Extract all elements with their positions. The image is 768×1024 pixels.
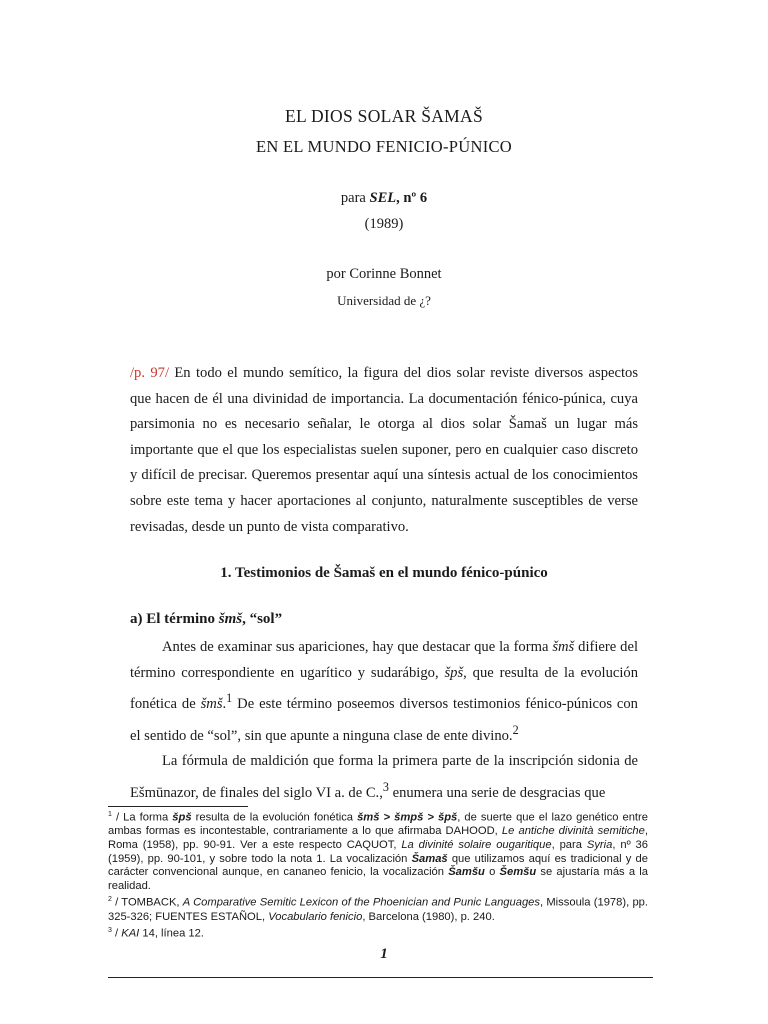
text-run: , que resulta de la evolución fonética de [130, 664, 639, 713]
intro-paragraph [130, 361, 638, 540]
body-paragraph-2 [130, 749, 638, 806]
publication-year: (1989) [364, 216, 404, 232]
text-run: / La forma [111, 811, 173, 824]
text-run: , para [551, 838, 587, 851]
text-run: se ajustaría más a la realidad. [108, 866, 648, 892]
text-run: , de suerte que el lazo genético entre ambas formas es incontestable, contrariamente a lo que afirmaba DAHOOD, [108, 811, 648, 838]
footnote-number: 1 [108, 811, 112, 818]
text-run: De este término poseemos diversos testimonios fénico-púnicos con el sentido de “sol”, sin que apunte a ninguna clase de ente divino. [130, 696, 638, 744]
text-run: , nº 36 (1959), pp. 90-101, y sobre todo la nota 1. La vocalización [108, 838, 648, 865]
document-title: EL DIOS SOLAR ŠAMAŠ [284, 106, 484, 126]
term-bold-italic: Šamšu [448, 866, 485, 879]
footnote-ref[interactable]: 1 [226, 691, 233, 706]
text-run: 14, línea 12. [139, 927, 204, 940]
text-run: o [484, 866, 500, 879]
footnote-separator [108, 806, 248, 807]
journal-name: SEL [369, 190, 397, 206]
para-prefix: para [340, 190, 370, 206]
intro-text: En todo el mundo semítico, la figura del dios solar reviste diversos aspectos que hacen de él una divinidad de importancia. La documentación fénico-púnica, cuya parsimonia no es necesario señalar, le otorga al dios solar Šamaš un lugar más importante que el que los especialistas suelen suponer, pero en cualquier caso discreto y difícil de precisar. Queremos presentar aquí una síntesis actual de los conocimientos sobre este tema y hacer aportaciones al conjunto, naturalmente susceptibles de verse revisadas, desde un punto de vista comparativo. [130, 365, 638, 535]
footnotes [108, 808, 648, 942]
text-run: Antes de examinar sus apariciones, hay que destacar que la forma [162, 639, 553, 655]
text-run: , Missoula (1978), pp. 325-326; FUENTES ESTAÑOL, [108, 897, 648, 923]
footnote-ref[interactable]: 2 [512, 722, 519, 737]
section-body [130, 635, 638, 806]
footnote-1 [108, 808, 648, 893]
subsection-heading [130, 611, 282, 628]
text-run: enumera una serie de desgracias que [388, 784, 606, 801]
citation-title: KAI [121, 927, 140, 940]
term-bold-italic: šmš > šmpš > špš [357, 811, 458, 824]
text-run: difiere del término correspondiente en ugarítico y sudarábigo, [130, 639, 638, 681]
term-italic: šmš [200, 696, 223, 713]
page-number: 1 [380, 946, 388, 962]
body-paragraph-1 [130, 635, 638, 749]
text-run: , Barcelona (1980), p. 240. [362, 910, 495, 923]
citation-title: Vocabulario fenicio [268, 910, 363, 923]
author-line: por Corinne Bonnet [326, 266, 442, 282]
term-italic: šmš [552, 639, 575, 655]
text-run: resulta de la evolución fonética [191, 811, 358, 824]
affiliation-line: Universidad de ¿? [337, 293, 431, 308]
footnote-3 [108, 924, 648, 941]
citation-title: Syria [586, 838, 613, 851]
footnote-2 [108, 893, 648, 924]
term-bold-italic: Šamaš [411, 852, 448, 865]
text-run: / TOMBACK, [111, 897, 183, 910]
section-heading: 1. Testimonios de Šamaš en el mundo fénico-púnico [220, 565, 548, 581]
text-run: . [222, 696, 227, 713]
subheading-term: šmš [218, 611, 243, 627]
footnote-number: 3 [108, 927, 112, 935]
citation-title: La divinité solaire ougaritique [401, 838, 552, 851]
term-bold-italic: špš [172, 811, 192, 824]
journal-number: , nº 6 [396, 190, 428, 206]
term-bold-italic: Šemšu [499, 866, 537, 879]
citation-title: Le antiche divinità semitiche [501, 825, 645, 838]
text-run: que utilizamos aquí es tradicional y de carácter convencional aunque, en cananeo fenicio, la vocalización [108, 852, 648, 879]
bottom-rule [108, 977, 653, 978]
document-subtitle: EN EL MUNDO FENICIO-PÚNICO [255, 137, 513, 156]
subheading-suffix: , “sol” [242, 611, 283, 627]
publication-line [0, 190, 768, 207]
footnote-ref[interactable]: 3 [382, 779, 389, 794]
page-reference: /p. 97/ [130, 365, 170, 381]
text-run: La fórmula de maldición que forma la primera parte de la inscripción sidonia de Ešmūnazor, de finales del siglo VI a. de C., [130, 753, 638, 801]
text-run: / [111, 927, 122, 940]
subheading-prefix: a) El término [130, 611, 219, 627]
term-italic: špš [444, 664, 464, 681]
footnote-number: 2 [108, 896, 112, 904]
citation-title: A Comparative Semitic Lexicon of the Phoenician and Punic Languages [182, 897, 540, 910]
text-run: , Roma (1958), pp. 90-91. Ver a este respecto CAQUOT, [108, 825, 648, 851]
